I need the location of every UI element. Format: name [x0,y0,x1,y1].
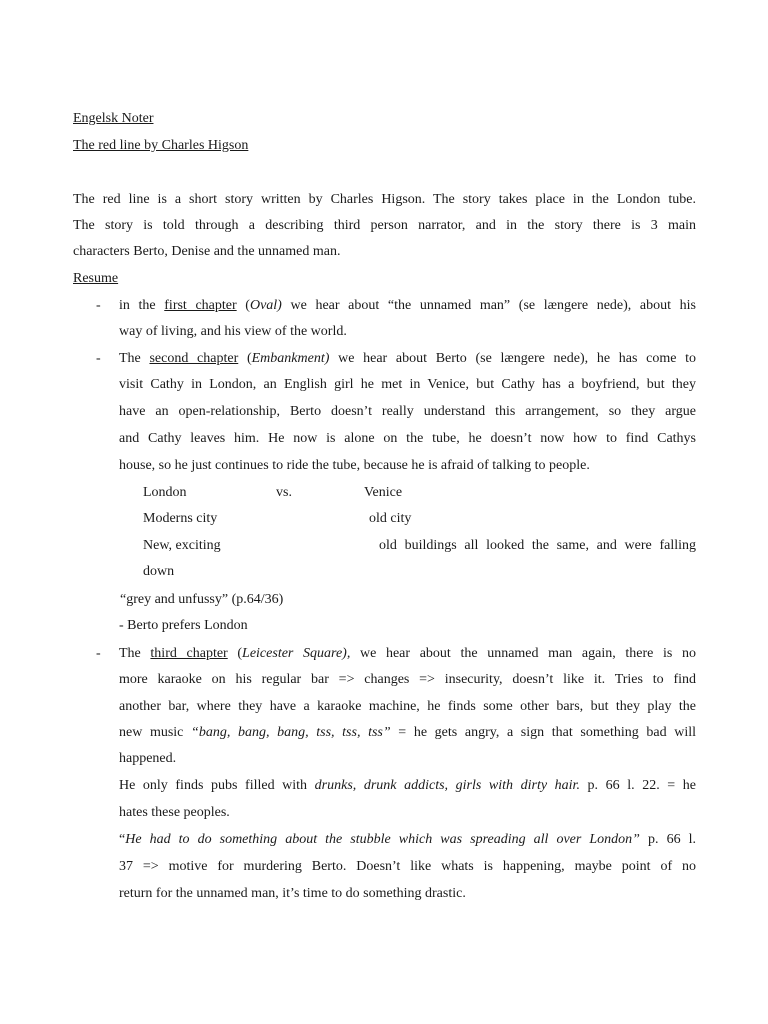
chapter3-line: new music “bang, bang, bang, tss, tss, tss” = he gets angry, a sign that something bad will [119,725,697,740]
resume-heading: Resume [73,271,119,286]
chapter3-line: He only finds pubs filled with drunks, drunk addicts, girls with dirty hair. p. 66 l. 22. = he [119,778,697,793]
chapter2-line: have an open-relationship, Berto doesn’t really understand this arrangement, so they argue [119,404,696,419]
chapter2-line: The second chapter (Embankment) we hear about Berto (se længere nede), he has come to [119,351,697,366]
intro-line: characters Berto, Denise and the unnamed man. [73,244,341,259]
doc-title: Engelsk Noter [73,111,154,126]
bullet-dash: - [96,298,101,313]
compare-vs: vs. [276,485,292,500]
chapter3-line: The third chapter (Leicester Square), we hear about the unnamed man again, there is no [119,646,697,661]
chapter2-line: house, so he just continues to ride the tube, because he is afraid of talking to people. [119,458,590,473]
chapter3-line: 37 => motive for murdering Berto. Doesn’t like whats is happening, maybe point of no [119,859,696,874]
bullet-dash: - [96,351,101,366]
compare-right: old buildings all looked the same, and were falling [379,538,696,553]
chapter1-line: way of living, and his view of the world. [119,324,347,339]
chapter3-line: happened. [119,751,177,766]
doc-subtitle: The red line by Charles Higson [73,138,249,153]
compare-left: New, exciting [143,538,221,553]
compare-left: London [143,485,187,500]
chapter2-line: visit Cathy in London, an English girl he met in Venice, but Cathy has a boyfriend, but they [119,377,696,392]
compare-right: Venice [364,485,403,500]
chapter3-line: another bar, where they have a karaoke machine, he finds some other bars, but they play the [119,699,696,714]
bullet-dash: - [96,646,101,661]
chapter3-line: hates these peoples. [119,805,230,820]
intro-line: The red line is a short story written by Charles Higson. The story takes place in the London tube. [73,192,696,207]
chapter1-line: in the first chapter (Oval) we hear about “the unnamed man” (se længere nede), about his [119,298,696,313]
quote-line: “grey and unfussy” (p.64/36) [120,592,284,607]
chapter3-line: return for the unnamed man, it’s time to do something drastic. [119,886,466,901]
conclusion-line: - Berto prefers London [119,618,248,633]
compare-right: old city [369,511,412,526]
chapter2-line: and Cathy leaves him. He now is alone on the tube, he doesn’t now how to find Cathys [119,431,696,446]
chapter3-line: “He had to do something about the stubble which was spreading all over London” p. 66 l. [119,832,696,847]
chapter3-line: more karaoke on his regular bar => changes => insecurity, doesn’t like it. Tries to find [119,672,696,687]
compare-left: Moderns city [143,511,218,526]
intro-line: The story is told through a describing third person narrator, and in the story there is 3 main [73,218,696,233]
compare-left: down [143,564,175,579]
